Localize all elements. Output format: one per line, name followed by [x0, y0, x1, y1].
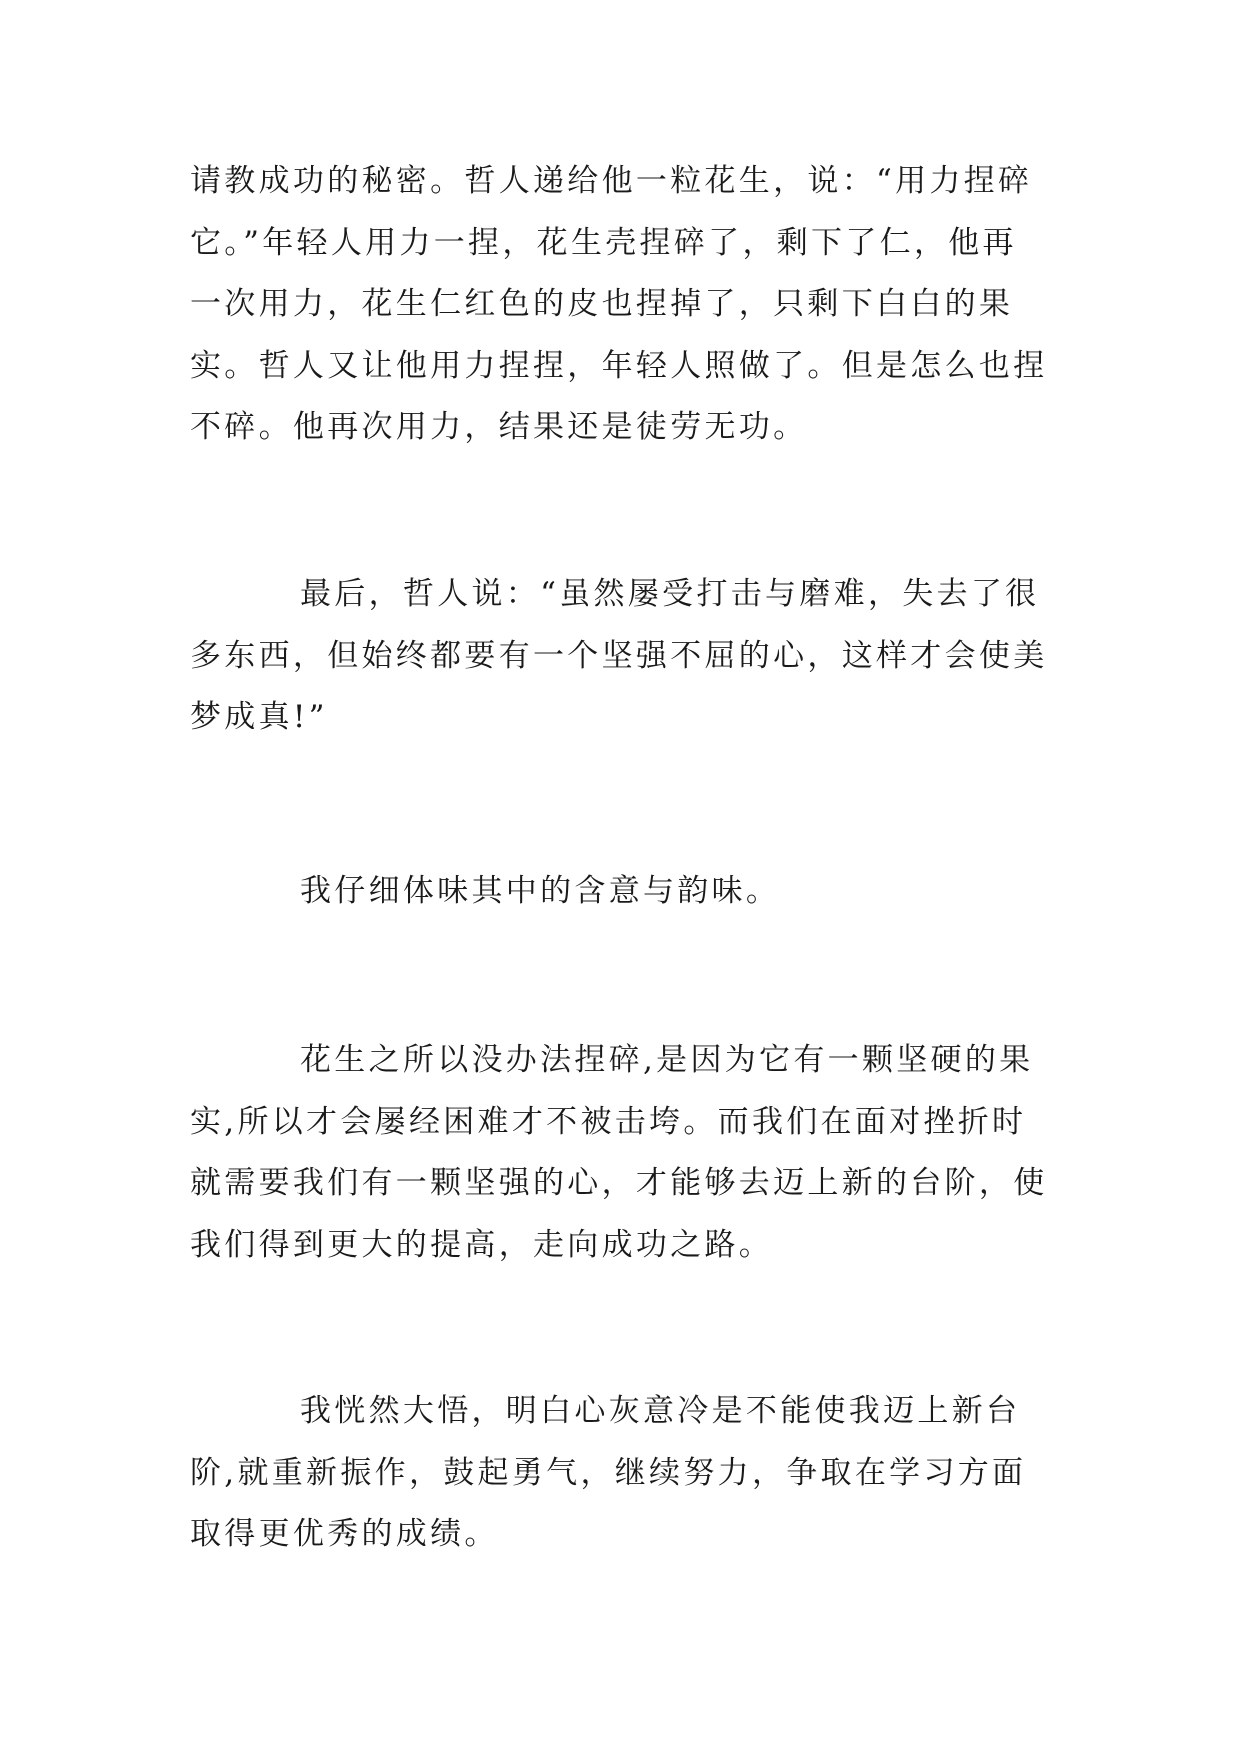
paragraph-conclusion: 我恍然大悟，明白心灰意冷是不能使我迈上新台阶,就重新振作，鼓起勇气，继续努力，争取在学习方面取得更优秀的成绩。	[190, 1393, 1027, 1552]
paragraph-reflection: 我仔细体味其中的含意与韵味。	[300, 873, 781, 909]
paragraph-philosopher-quote: 最后，哲人说：“虽然屡受打击与磨难，失去了很多东西，但始终都要有一个坚强不屈的心，这样才会使美梦成真!”	[190, 576, 1048, 735]
paragraph-peanut-meaning: 花生之所以没办法捏碎,是因为它有一颗坚硬的果实,所以才会屡经困难才不被击垮。而我们在面对挫折时就需要我们有一颗坚强的心，才能够去迈上新的台阶，使我们得到更大的提高，走向成功之路。	[190, 1042, 1048, 1263]
paragraph-continuation: 请教成功的秘密。哲人递给他一粒花生，说：“用力捏碎它。”年轻人用力一捏，花生壳捏碎了，剩下了仁，他再一次用力，花生仁红色的皮也捏掉了，只剩下白白的果实。哲人又让他用力捏捏，年轻人照做了。但是怎么也捏不碎。他再次用力，结果还是徒劳无功。	[190, 163, 1048, 445]
